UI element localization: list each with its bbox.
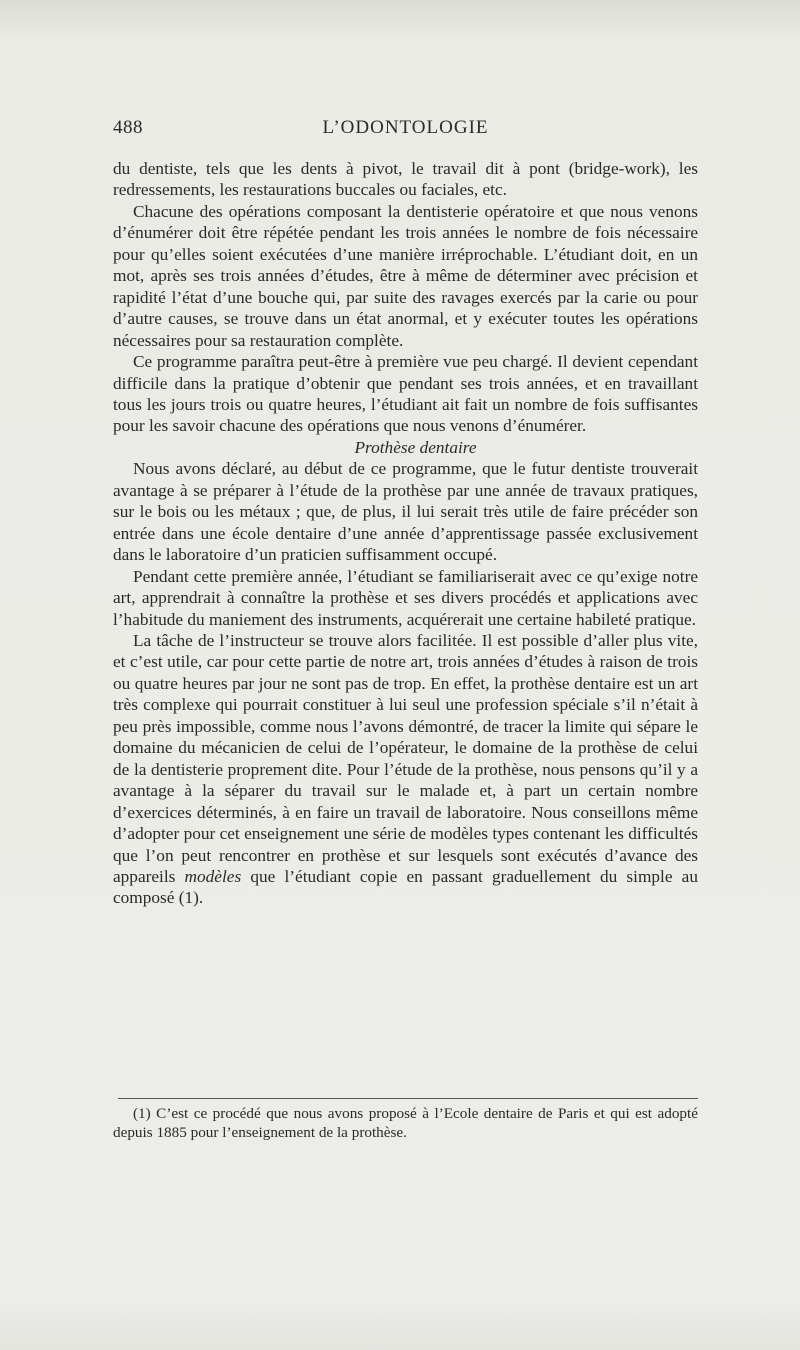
paragraph-text: que l’étudiant copie en passant graduellement du simple au composé (1). (113, 866, 698, 908)
footnote-text: (1) C’est ce procédé que nous avons proposé à l’Ecole dentaire de Paris et qui est adopté depuis 1885 pour l’enseignement de la prothèse. (113, 1105, 698, 1141)
paragraph: Chacune des opérations composant la dentisterie opératoire et que nous venons d’énumérer doit être répétée pendant les trois années le nombre de fois nécessaire pour qu’elles soient exécutées d’une manière irréprochable. L’étudiant doit, en un mot, après ses trois années d’études, être à même de déterminer avec précision et rapidité l’état d’une bouche qui, par suite des ravages exercés par la carie ou pour d’autre causes, se trouve dans un état anormal, et y exécuter toutes les opérations nécessaires pour sa restauration complète. (113, 201, 698, 350)
section-heading: Prothèse dentaire (354, 437, 477, 457)
footnote (113, 1104, 698, 1142)
paragraph (113, 630, 698, 909)
paragraph: Nous avons déclaré, au début de ce programme, que le futur dentiste trouverait avantage à se préparer à l’étude de la prothèse par une année de travaux pratiques, sur le bois ou les métaux ; que, de plus, il lui serait très utile de faire précéder son entrée dans une école dentaire d’une année d’apprentissage passée exclusivement dans le laboratoire d’un praticien suffisamment occupé. (113, 459, 698, 565)
paragraph: Pendant cette première année, l’étudiant se familiariserait avec ce qu’exige notre art, apprendrait à connaître la prothèse et ses divers procédés et applications avec l’habitude du maniement des instruments, acquérerait une certaine habileté pratique. (113, 566, 698, 629)
paragraph: Ce programme paraîtra peut-être à première vue peu chargé. Il devient cependant difficile dans la pratique d’obtenir que pendant ses trois années, et en travaillant tous les jours trois ou quatre heures, l’étudiant ait fait un nombre de fois suffisantes pour les savoir chacune des opérations que nous venons d’énumérer. (113, 352, 698, 436)
page-number: 488 (113, 117, 143, 138)
paragraph: du dentiste, tels que les dents à pivot, le travail dit à pont (bridge-work), les redressements, les restaurations buccales ou faciales, etc. (113, 159, 698, 200)
body-text (113, 158, 698, 909)
paragraph-text: La tâche de l’instructeur se trouve alors facilitée. Il est possible d’aller plus vite, et c’est utile, car pour cette partie de notre art, trois années d’études à raison de trois ou quatre heures par jour ne sont pas de trop. En effet, la prothèse dentaire est un art très complexe qui pourrait constituer à lui seul une profession spéciale s’il n’était à peu près impossible, comme nous l’avons démontré, de tracer la limite qui sépare le domaine du mécanicien de celui de l’opérateur, le domaine de la prothèse de celui de la dentisterie proprement dite. Pour l’étude de la prothèse, nous pensons qu’il y a avantage à la séparer du travail sur le malade et, à part un certain nombre d’exercices déterminés, à en faire un travail de laboratoire. Nous conseillons même d’adopter pour cet enseignement une série de modèles types contenant les difficultés que l’on peut rencontrer en prothèse et sur lesquels sont exécutés d’avance des appareils (113, 630, 698, 886)
italic-word: modèles (184, 866, 242, 886)
footnote-rule (118, 1098, 698, 1099)
running-title: L’ODONTOLOGIE (322, 117, 489, 138)
